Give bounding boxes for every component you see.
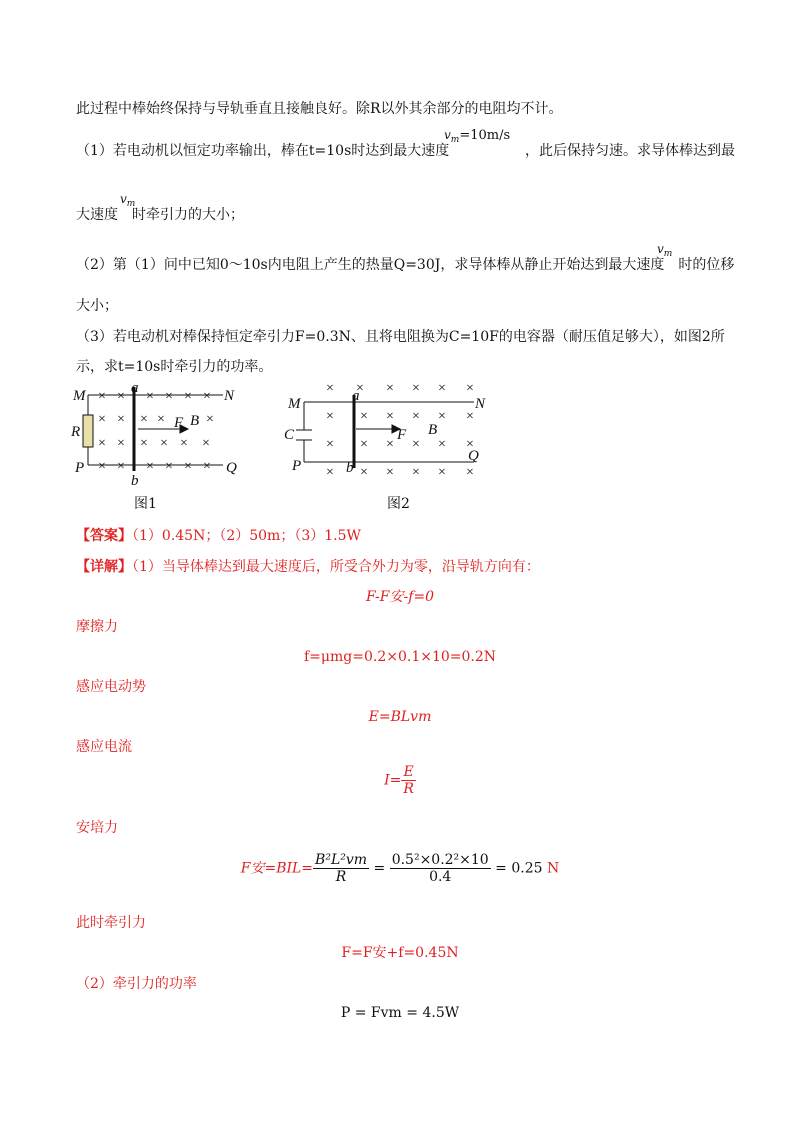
- svg-text:×: ×: [98, 459, 106, 474]
- svg-text:×: ×: [466, 381, 474, 396]
- figure-2-diagram: [282, 378, 502, 488]
- svg-text:×: ×: [438, 409, 446, 424]
- q1-text-a: （1）若电动机以恒定功率输出，棒在t=10s时达到最大速度: [76, 143, 450, 159]
- q1-text-b: ，此后保持匀速。求导体棒达到最: [525, 143, 735, 159]
- solution-tag: 【详解】: [76, 559, 132, 575]
- friction-label: 摩擦力: [76, 619, 118, 635]
- svg-text:×: ×: [180, 436, 188, 451]
- solution-line: [76, 557, 540, 577]
- fig2-label-M: M: [288, 396, 301, 412]
- fig2-label-C: C: [284, 427, 295, 443]
- q1-line2: [76, 205, 244, 225]
- svg-text:×: ×: [326, 409, 334, 424]
- q2-line1: [76, 255, 734, 275]
- equation-1: F-F安-f=0: [365, 589, 435, 605]
- svg-text:×: ×: [386, 409, 394, 424]
- q1-line1: [76, 141, 449, 161]
- intro-text: 此过程中棒始终保持与导轨垂直且接触良好。除R以外其余部分的电阻均不计。: [76, 101, 563, 117]
- svg-text:×: ×: [117, 412, 125, 427]
- q1-text-c2: 时牵引力的大小；: [132, 207, 244, 223]
- equation-4: I= $\frac{E}{R}$: [384, 764, 414, 797]
- svg-text:×: ×: [98, 436, 106, 451]
- equation-2: f=μmg=0.2×0.1×10=0.2N: [303, 649, 497, 665]
- traction-label: 此时牵引力: [76, 915, 146, 931]
- fig2-label-Q: Q: [468, 448, 479, 464]
- svg-text:×: ×: [438, 381, 446, 396]
- svg-text:×: ×: [157, 412, 165, 427]
- fig1-label-a: a: [131, 383, 139, 396]
- svg-text:×: ×: [140, 436, 148, 451]
- svg-text:×: ×: [466, 437, 474, 452]
- q3-line2: 示，求t=10s时牵引力的功率。: [76, 359, 273, 375]
- svg-text:×: ×: [203, 389, 211, 404]
- figure-1-x-marks: [98, 389, 214, 474]
- q1-vm-value: $v_m=10m/s$: [444, 128, 511, 145]
- fig2-label-N: N: [475, 396, 486, 412]
- equation-3: E=BLvm: [368, 709, 432, 725]
- q2-text-a: （2）第（1）问中已知0～10s内电阻上产生的热量Q=30J，求导体棒从静止开始达到最大速度: [76, 257, 665, 273]
- svg-text:×: ×: [326, 381, 334, 396]
- fig2-label-F: F: [397, 427, 407, 443]
- q2-vm-symbol: $v_m$: [657, 242, 673, 259]
- svg-text:×: ×: [326, 437, 334, 452]
- equation-5: F安=BIL= $\frac{\text{B²L²vm}}{R}$ = $\frac{\text{0.5²×0.2²×10}}{0.4}$ = 0.25 N: [240, 852, 560, 885]
- fig1-label-Q: Q: [226, 460, 237, 476]
- fig1-label-F: F: [174, 415, 184, 431]
- ampere-label: 安培力: [76, 820, 118, 836]
- solution-text: （1）当导体棒达到最大速度后，所受合外力为零，沿导轨方向有：: [132, 559, 540, 575]
- answer-tag: 【答案】: [76, 528, 132, 544]
- svg-text:×: ×: [184, 459, 192, 474]
- svg-text:×: ×: [360, 465, 368, 480]
- equation-7: P = Fvm = 4.5W: [340, 1005, 460, 1021]
- figure-2-caption: 图2: [387, 496, 410, 512]
- svg-text:×: ×: [360, 437, 368, 452]
- answer-line: [76, 526, 361, 546]
- svg-text:×: ×: [117, 436, 125, 451]
- svg-text:×: ×: [160, 436, 168, 451]
- fig1-label-P: P: [75, 460, 85, 476]
- svg-text:×: ×: [165, 459, 173, 474]
- svg-text:×: ×: [386, 465, 394, 480]
- figure-1-diagram: [68, 383, 248, 488]
- q2-line2: 大小；: [76, 298, 118, 314]
- q1-vm-symbol: $v_m$: [120, 192, 136, 209]
- svg-text:×: ×: [202, 436, 210, 451]
- svg-text:×: ×: [466, 465, 474, 480]
- answer-text: （1）0.45N；（2）50m；（3）1.5W: [132, 528, 361, 544]
- svg-text:×: ×: [360, 409, 368, 424]
- figure-1-caption: 图1: [134, 496, 157, 512]
- svg-text:×: ×: [184, 389, 192, 404]
- emf-label: 感应电动势: [76, 679, 146, 695]
- svg-text:×: ×: [98, 412, 106, 427]
- fig2-label-B: B: [428, 422, 438, 438]
- fig1-label-B: B: [190, 413, 200, 429]
- svg-text:×: ×: [206, 412, 214, 427]
- svg-text:×: ×: [203, 459, 211, 474]
- fig2-label-a: a: [352, 388, 360, 404]
- equation-6: F=F安+f=0.45N: [341, 945, 459, 961]
- svg-text:×: ×: [412, 465, 420, 480]
- svg-text:×: ×: [326, 465, 334, 480]
- q2-text-b: 时的位移: [678, 257, 735, 273]
- svg-text:×: ×: [412, 381, 420, 396]
- fig2-label-P: P: [292, 458, 302, 474]
- svg-text:×: ×: [117, 459, 125, 474]
- svg-text:×: ×: [386, 381, 394, 396]
- svg-text:×: ×: [412, 437, 420, 452]
- fig2-label-b: b: [346, 460, 354, 476]
- q1-text-c1: 大速度: [76, 207, 118, 223]
- svg-text:×: ×: [438, 465, 446, 480]
- svg-text:×: ×: [146, 389, 154, 404]
- fig1-label-M: M: [73, 388, 86, 404]
- svg-text:×: ×: [438, 437, 446, 452]
- svg-text:×: ×: [386, 437, 394, 452]
- fig1-label-N: N: [224, 388, 235, 404]
- svg-text:×: ×: [140, 412, 148, 427]
- svg-text:×: ×: [466, 409, 474, 424]
- fig1-label-b: b: [131, 473, 139, 488]
- svg-text:×: ×: [146, 459, 154, 474]
- fig1-label-R: R: [71, 424, 81, 440]
- current-label: 感应电流: [76, 739, 132, 755]
- power-label: （2）牵引力的功率: [76, 976, 197, 992]
- svg-text:×: ×: [98, 389, 106, 404]
- svg-text:×: ×: [356, 381, 364, 396]
- svg-text:×: ×: [117, 389, 125, 404]
- q3-line1: （3）若电动机对棒保持恒定牵引力F=0.3N、且将电阻换为C=10F的电容器（耐压值足够大），如图2所: [76, 329, 725, 345]
- svg-text:×: ×: [165, 389, 173, 404]
- svg-text:×: ×: [412, 409, 420, 424]
